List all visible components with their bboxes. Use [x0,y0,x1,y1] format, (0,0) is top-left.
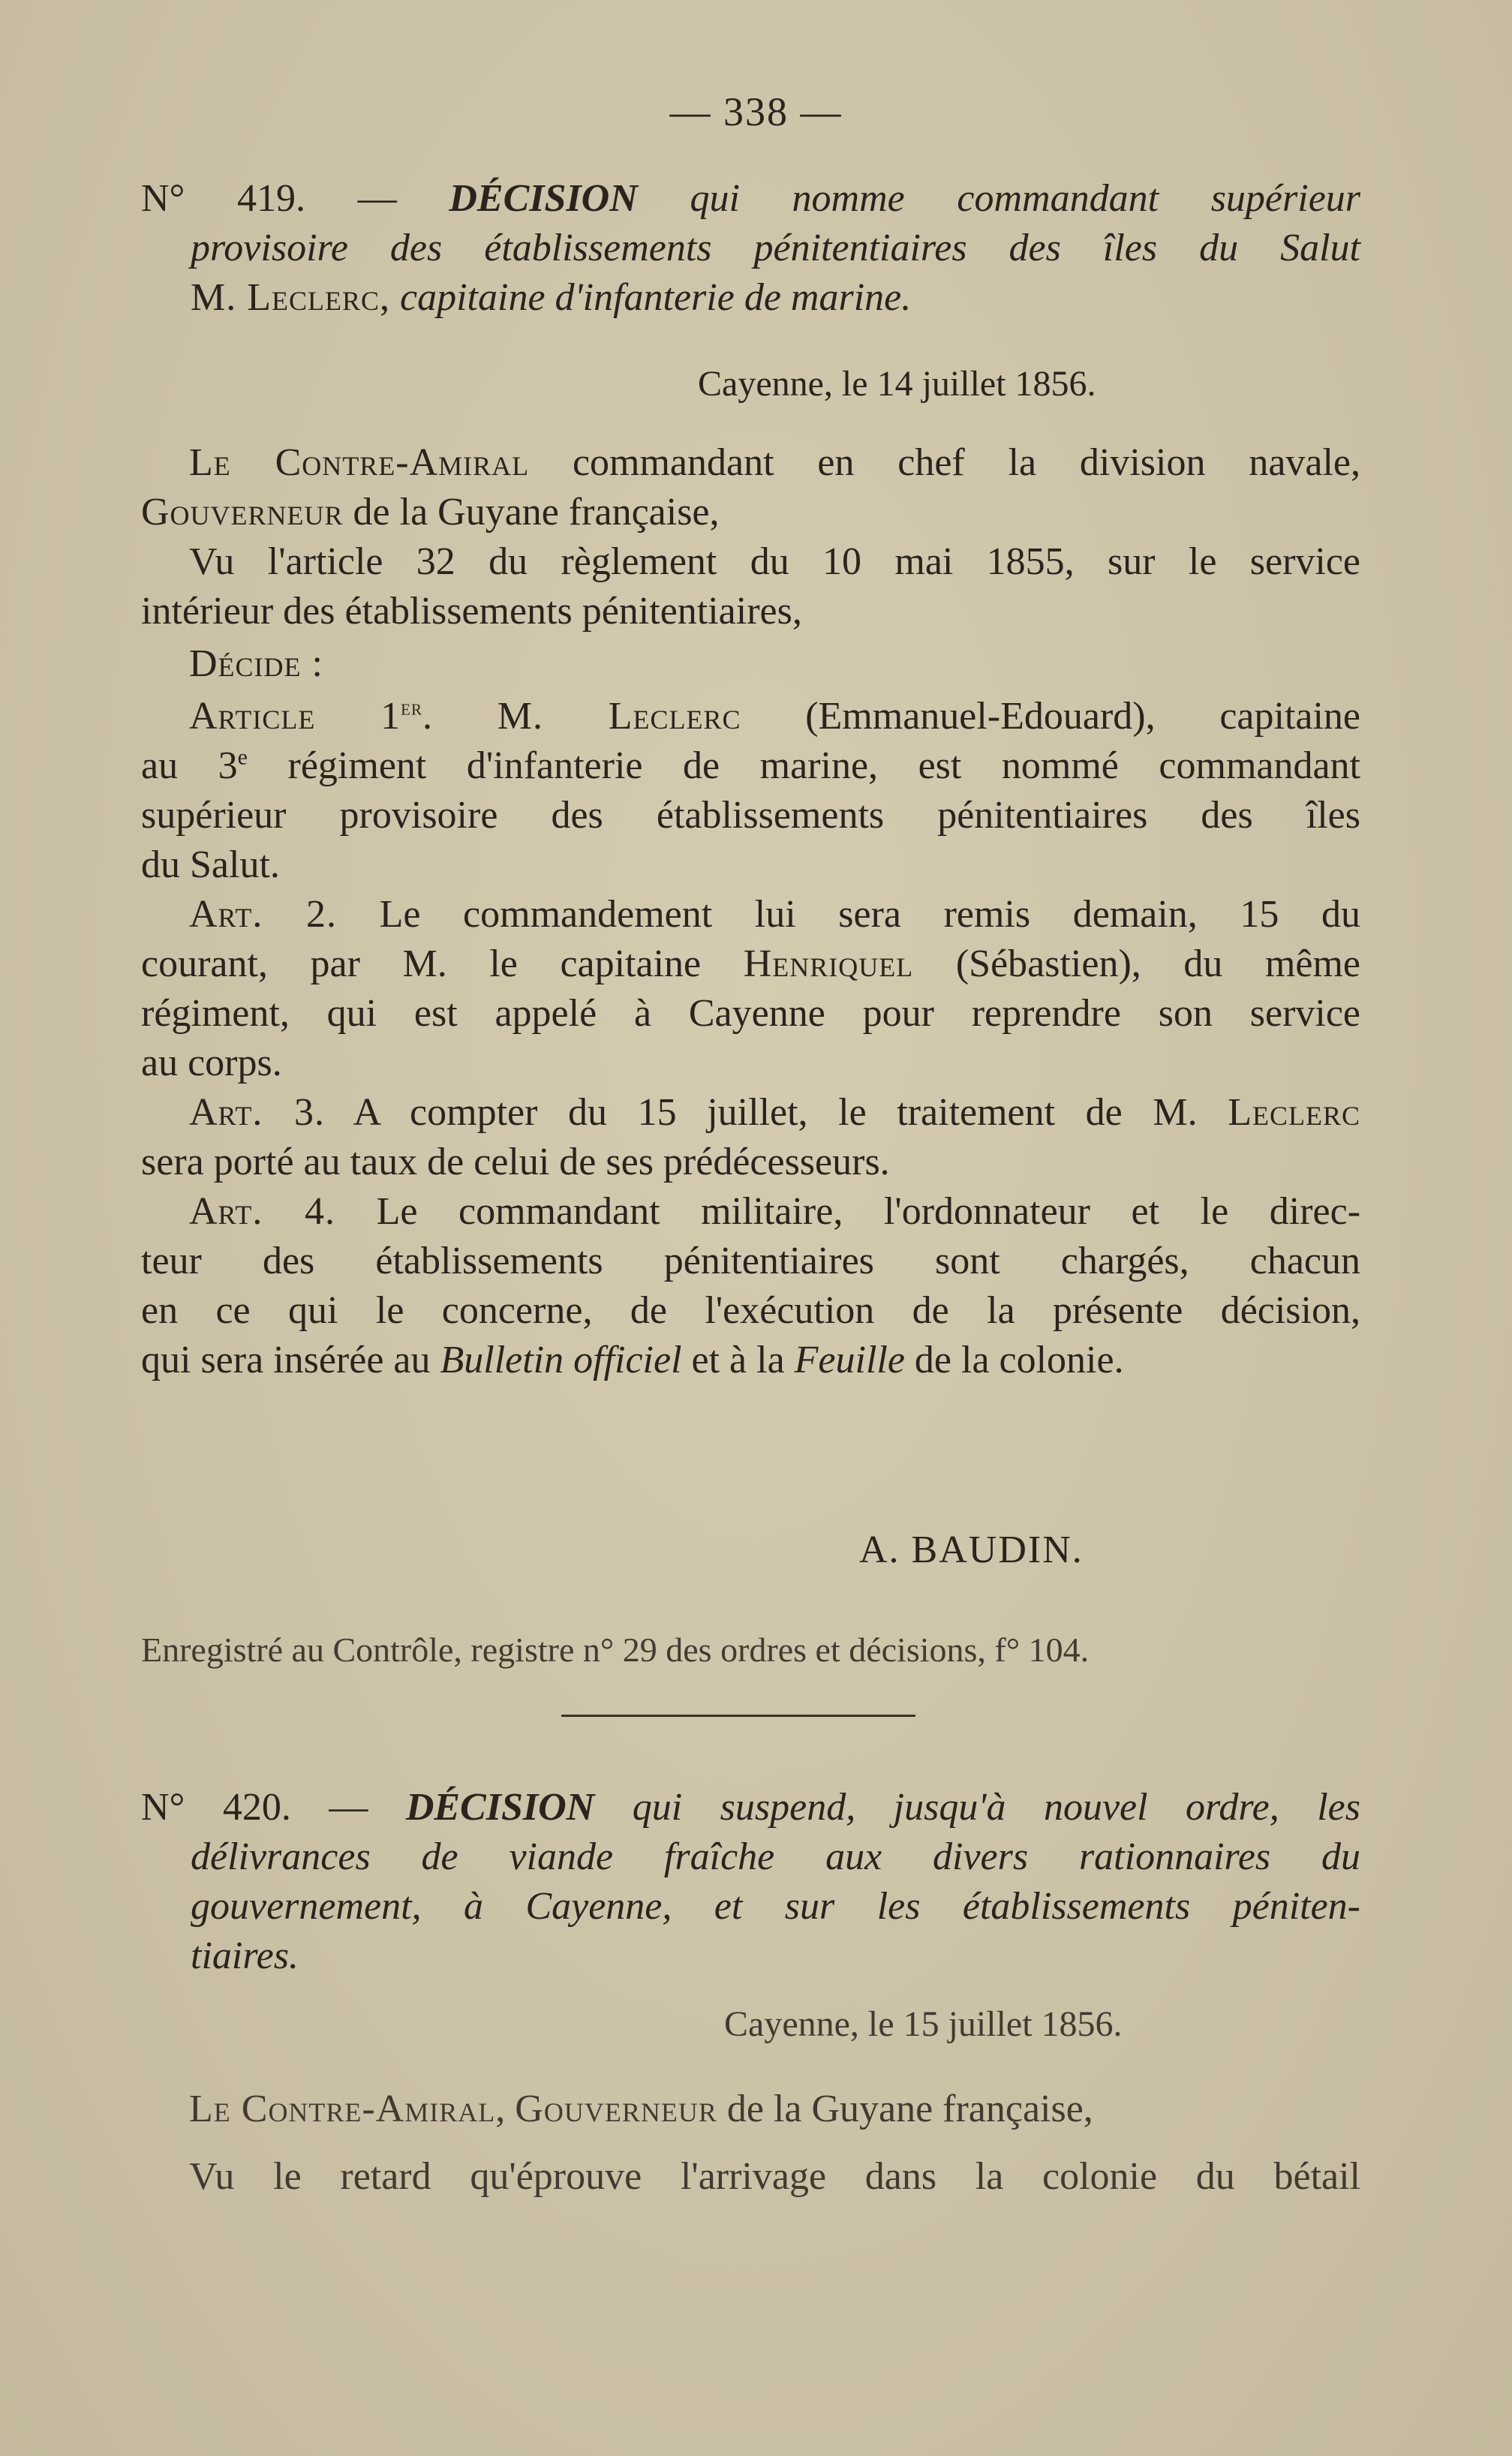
article-1-text-2b: régiment d'infanterie de marine, est nommé commandant [287,744,1360,787]
decision-420-title: DÉCISION [405,1786,595,1829]
article-4-line-3: en ce qui le concerne, de l'exécution de la présente décision, [141,1289,1360,1332]
heading-419-name: M. Leclerc, [191,276,391,319]
heading-420-text-1: qui suspend, jusqu'à nouvel ordre, les [632,1786,1361,1829]
decision-420-dateline: Cayenne, le 15 juillet 1856. [724,2004,1123,2044]
decision-419-dateline: Cayenne, le 14 juillet 1856. [698,364,1096,404]
heading-420-line-4: tiaires. [191,1934,299,1977]
article-2-line-4: au corps. [141,1042,282,1084]
article-1-label-text: Article 1 [189,695,401,738]
article-2-name: Henriquel [743,942,914,985]
article-3-name: Leclerc [1228,1091,1360,1134]
decision-420-heading [141,1783,1360,1981]
decision-420-body [141,2085,1360,2202]
heading-420-line-3: gouvernement, à Cayenne, et sur les établissements péniten- [191,1885,1360,1928]
decision-420-number: N° 420. [141,1786,291,1829]
article-3-line-2: sera porté au taux de celui de ses prédécesseurs. [141,1141,890,1183]
heading-419-text-1: qui nomme commandant supérieur [690,177,1361,220]
preamble-420-line-1 [141,2085,1360,2134]
decision-419-title: DÉCISION [449,177,638,220]
registry-note: Enregistré au Contrôle, registre n° 29 des ordres et décisions, f° 104. [141,1631,1090,1669]
article-3-label: Art. 3. [189,1091,325,1134]
article-1-label: Article 1er. [189,695,433,738]
article-2-line-2 [141,939,1360,989]
article-2-line-3: régiment, qui est appelé à Cayenne pour reprendre son service [141,992,1360,1035]
article-4-label: Art. 4. [189,1190,335,1233]
article-2-line-1 [141,890,1360,939]
decide-label: Décide : [189,642,323,685]
article-2-text-1: Le commandement lui sera remis demain, 15 du [379,893,1360,936]
article-3-text-1: A compter du 15 juillet, le traitement de M. [353,1091,1198,1134]
heading-dash-420: — [329,1786,368,1829]
article-1-text-1: (Emmanuel-Edouard), capitaine [805,695,1360,738]
article-4-text-4a: qui sera insérée au [141,1339,431,1381]
signature: A. BAUDIN. [859,1529,1084,1571]
article-4-line-1 [141,1187,1360,1237]
article-4-text-4b: et à la [691,1339,785,1381]
preamble-line-1 [141,438,1360,488]
heading-419-line-1 [141,174,1360,224]
separator-rule [561,1715,915,1717]
visa-line-2: intérieur des établissements pénitentiaires, [141,590,802,633]
article-4-text-4c: de la colonie. [914,1339,1124,1381]
heading-419-line-2: provisoire des établissements pénitentiaires des îles du Salut [191,227,1360,269]
article-1-line-1 [141,692,1360,741]
heading-419-text-3: capitaine d'infanterie de marine. [400,276,912,319]
article-2-text-2b: (Sébastien), du même [955,942,1361,985]
author-title: Le Contre-Amiral [189,441,530,484]
article-4-line-4 [141,1336,1360,1385]
preamble-text-2: de la Guyane française, [353,491,720,534]
feuille-title: Feuille [794,1339,905,1381]
decision-419-heading [141,174,1360,323]
article-2-label: Art. 2. [189,893,337,936]
article-3-line-1 [141,1088,1360,1138]
heading-dash: — [357,177,397,220]
article-1-sup-2: e [237,744,248,770]
article-1-line-4: du Salut. [141,843,280,886]
heading-420-line-2: délivrances de viande fraîche aux divers rationnaires du [191,1835,1360,1878]
heading-419-line-3 [141,273,1360,323]
visa-420-line-1: Vu le retard qu'éprouve l'arrivage dans la colonie du bétail [189,2155,1360,2198]
decision-419-body [141,438,1360,1385]
preamble-420-sep: , [495,2088,506,2130]
heading-420-line-1 [141,1783,1360,1832]
governor-title: Gouverneur [141,491,344,534]
article-1-sup: er [401,695,422,720]
visa-line-1: Vu l'article 32 du règlement du 10 mai 1855, sur le service [189,540,1360,583]
article-1-line-3: supérieur provisoire des établissements pénitentiaires des îles [141,794,1360,837]
article-1-name: M. Leclerc [497,695,741,738]
governor-title-420: Gouverneur [515,2088,717,2130]
preamble-420-text: de la Guyane française, [726,2088,1093,2130]
author-title-420: Le Contre-Amiral [189,2088,496,2130]
decision-419-number: N° 419. [141,177,306,220]
article-1-text-2a: au 3 [141,744,238,787]
bulletin-title: Bulletin officiel [440,1339,682,1381]
preamble-line-2 [141,488,1360,537]
preamble-text-1: commandant en chef la division navale, [572,441,1361,484]
article-4-text-1: Le commandant militaire, l'ordonnateur et le direc- [376,1190,1361,1233]
article-4-line-2: teur des établissements pénitentiaires sont chargés, chacun [141,1240,1360,1282]
article-2-text-2a: courant, par M. le capitaine [141,942,702,985]
article-1-line-2 [141,741,1360,791]
page-number: — 338 — [669,89,843,134]
